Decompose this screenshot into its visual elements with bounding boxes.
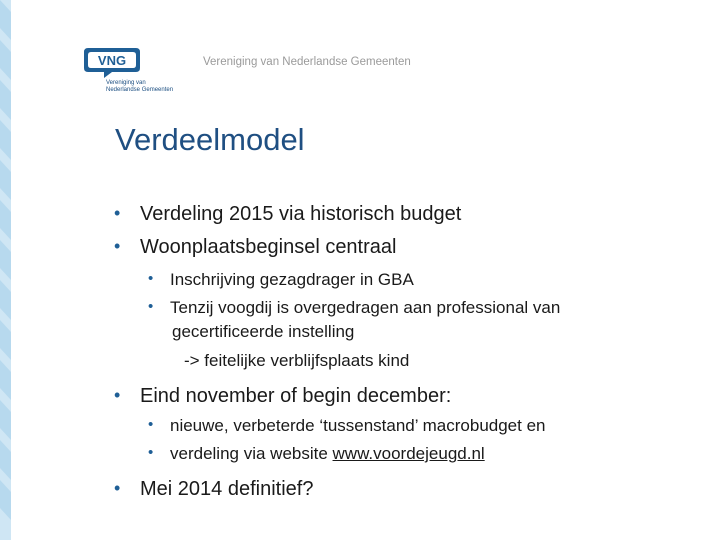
bullet-text: Woonplaatsbeginsel centraal (140, 236, 397, 258)
bullet-marker: • (148, 416, 154, 433)
logo-subtitle-line2: Nederlandse Gemeenten (106, 87, 174, 93)
bullet-text: Verdeling 2015 via historisch budget (140, 203, 462, 225)
logo-subtitle-line1: Vereniging van (106, 80, 146, 86)
bullet-marker: • (114, 385, 121, 405)
logo-text: VNG (97, 53, 127, 68)
sub-bullet-continuation: -> feitelijke verblijfsplaats kind (184, 351, 410, 370)
slide-title: Verdeelmodel (115, 122, 305, 157)
bullet-marker: • (114, 203, 121, 223)
sub-bullet-continuation: gecertificeerde instelling (172, 322, 355, 341)
organization-name: Vereniging van Nederlandse Gemeenten (203, 56, 411, 68)
sub-bullet-text: Inschrijving gezagdrager in GBA (170, 270, 414, 289)
bullet-text: Eind november of begin december: (140, 385, 452, 407)
bullet-text: Mei 2014 definitief? (140, 478, 314, 500)
sub-bullet-text: Tenzij voogdij is overgedragen aan professional van (170, 298, 561, 317)
bullet-marker: • (114, 236, 121, 256)
bullet-marker: • (148, 298, 154, 315)
bullet-marker: • (148, 270, 154, 287)
sub-bullet-text: nieuwe, verbeterde ‘tussenstand’ macrobudget en (170, 416, 546, 435)
sub-bullet-text: verdeling via website (170, 444, 333, 463)
bullet-marker: • (114, 478, 121, 498)
decorative-side-band (0, 0, 11, 540)
bullet-marker: • (148, 444, 154, 461)
website-link[interactable]: www.voordejeugd.nl (332, 444, 485, 463)
logo-subtitle (106, 80, 173, 94)
sub-bullet-text-with-link (170, 444, 485, 464)
